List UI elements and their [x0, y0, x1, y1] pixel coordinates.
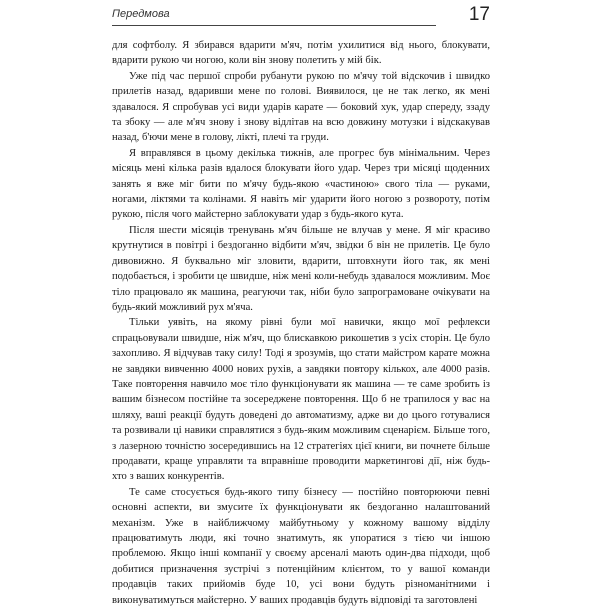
paragraph: Після шести місяців тренувань м'яч більше не влучав у мене. Я міг красиво крутнутися в повітрі і бездоганно відбити м'яч, звідки б він не прилетів. Це було дивовижно. Я буквально міг зловити, вдарити, штовхнути його так, як мені подобається, і зробити це швидше, ніж мені коли-небудь здавалося можливим. Моє тіло працювало як машина, реагуючи так, ніби було запрограмоване очікувати на будь-який можливий рух м'яча. [112, 224, 490, 313]
page-number: 17 [468, 4, 490, 25]
paragraph: Те саме стосується будь-якого типу бізнесу — постійно повторюючи певні основні аспекти, ви змусите їх функціонувати як бездоганно налаштований механізм. Уже в найближчому майбутньому у кожному вашому відділу працюватимуть люди, які точно знатимуть, як упоратися з тією чи іншою проблемою. Якщо інші компанії у своєму арсеналі мають один-два підходи, щоб добитися призначення зустрічі з потенційним клієнтом, то у вашої команди продавців таких прийомів буде 10, усі вони будуть різноманітними і виконуватимуться майстерно. У ваших продавців будуть відповіді та заготовлені [112, 486, 490, 606]
paragraph: Тільки уявіть, на якому рівні були мої навички, якщо мої рефлекси спрацьовували швидше, ніж м'яч, що блискавкою рикошетив з усіх сторін. Це було захопливо. Я відчував таку силу! Тоді я зрозумів, що стати майстром карате можна не завдяки вивченню 4000 нових рухів, а завдяки повтору кількох, але 4000 разів. Таке повторення навчило моє тіло функціонувати як машина — те саме зробить із вашим бізнесом постійне та зосереджене повторення. Що б не трапилося у вас на шляху, ваші реакції будуть доведені до автоматизму, адже ви до цього готувалися та розвивали ці навики справлятися з будь-яким можливим сценарієм. Більше того, з лазерною точністю зосередившись на 12 стратегіях цієї книги, ви почнете більше продавати, краще управляти та вправніше проводити маркетингові дії, ніж будь-хто з ваших конкурентів. [112, 317, 490, 483]
chapter-title: Передмова [112, 8, 170, 20]
running-header [112, 6, 490, 28]
paragraph: Я вправлявся в цьому декілька тижнів, але прогрес був мінімальним. Через місяць мені кілька разів вдалося блокувати його удар. Через три місяці щоденних занять я вже міг бити по м'ячу будь-якою «частиною» свого тіла — руками, ногами, ліктями та колінами. Я навіть міг ударити його ногою з розвороту, потім рукою, після чого майстерно заблокувати удар з будь-якого кута. [112, 147, 490, 221]
header-rule [112, 25, 436, 26]
body-text [112, 38, 490, 608]
paragraph: Уже під час першої спроби рубанути рукою по м'ячу той відскочив і швидко прилетів назад, вдаривши мене по голові. Виявилося, це не так легко, як мені здавалося. Я спробував усі види ударів карате — боковий хук, удар спереду, ззаду та збоку — але м'яч знову і знову відлітав на всю довжину мотузки і відскакував назад, б'ючи мене в голову, лікті, плечі та груди. [112, 70, 490, 144]
paragraph: для софтболу. Я збирався вдарити м'яч, потім ухилитися від нього, блокувати, вдарити рукою чи ногою, коли він знову полетить у мій бік. [112, 40, 490, 67]
